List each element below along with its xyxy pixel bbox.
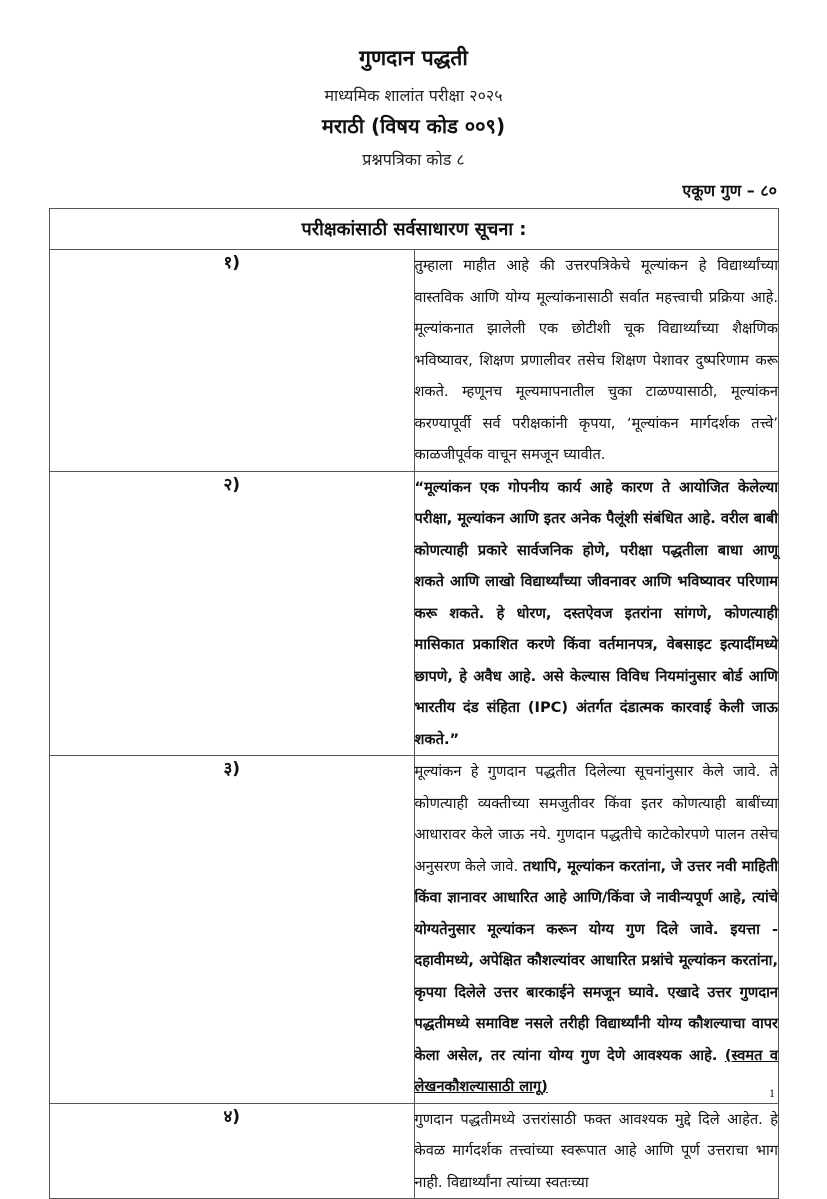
row-number: ३) xyxy=(50,756,415,1104)
subject-code: मराठी (विषय कोड ००९) xyxy=(321,114,506,138)
row-text: गुणदान पद्धतीमध्ये उत्तरांसाठी फक्त आवश्यक मुद्दे दिले आहेत. हे केवळ मार्गदर्शक तत्त्वांच्या स्वरूपात आहे आणि पूर्ण उत्तराचा भाग नाही. विद्यार्थ्यांना त्यांच्या स्वतःच्या xyxy=(414,1103,779,1199)
page-number: 1 xyxy=(769,1086,775,1100)
row-number: २) xyxy=(50,471,415,756)
table-row xyxy=(50,756,779,1104)
row-number: ४) xyxy=(50,1103,415,1199)
paper-code: प्रश्नपत्रिका कोड ८ xyxy=(362,150,465,169)
instructions-table xyxy=(49,208,779,1199)
table-heading: परीक्षकांसाठी सर्वसाधारण सूचना : xyxy=(50,209,779,250)
row-text: “मूल्यांकन एक गोपनीय कार्य आहे कारण ते आयोजित केलेल्या परीक्षा, मूल्यांकन आणि इतर अनेक पैलूंशी संबंधित आहे. वरील बाबी कोणत्याही प्रकारे सार्वजनिक होणे, परीक्षा पद्धतीला बाधा आणू शकते आणि लाखो विद्यार्थ्यांच्या जीवनावर आणि भविष्यावर परिणाम करू शकते. हे धोरण, दस्तऐवज इतरांना सांगणे, कोणत्याही मासिकात प्रकाशित करणे किंवा वर्तमानपत्र, वेबसाइट इत्यादींमध्ये छापणे, हे अवैध आहे. असे केल्यास विविध नियमांनुसार बोर्ड आणि भारतीय दंड संहिता (IPC) अंतर्गत दंडात्मक कारवाई केली जाऊ शकते.” xyxy=(414,471,779,756)
row-text: तुम्हाला माहीत आहे की उत्तरपत्रिकेचे मूल्यांकन हे विद्यार्थ्यांच्या वास्तविक आणि योग्य मूल्यांकनासाठी सर्वात महत्त्वाची प्रक्रिया आहे. मूल्यांकनात झालेली एक छोटीशी चूक विद्यार्थ्यांच्या शैक्षणिक भविष्यावर, शिक्षण प्रणालीवर तसेच शिक्षण पेशावर दुष्परिणाम करू शकते. म्हणूनच मूल्यमापनातील चुका टाळण्यासाठी, मूल्यांकन करण्यापूर्वी सर्व परीक्षकांनी कृपया, ‘मूल्यांकन मार्गदर्शक तत्त्वे’ काळजीपूर्वक वाचून समजून घ्यावीत. xyxy=(414,250,779,472)
document-title: गुणदान पद्धती xyxy=(359,46,468,70)
table-heading-row xyxy=(50,209,779,250)
table-row xyxy=(50,1103,779,1199)
table-row xyxy=(50,250,779,472)
total-marks: एकूण गुण – ८० xyxy=(682,181,777,200)
row-text-bold: तथापि, मूल्यांकन करतांना, जे उत्तर नवी माहिती किंवा ज्ञानावर आधारित आहे आणि/किंवा जे नावीन्यपूर्ण आहे, त्यांचे योग्यतेनुसार मूल्यांकन करून योग्य गुण दिले जावे. इयत्ता - दहावीमध्ये, अपेक्षित कौशल्यांवर आधारित प्रश्नांचे मूल्यांकन करतांना, कृपया दिलेले उत्तर बारकाईने समजून घ्यावे. एखादे उत्तर गुणदान पद्धतीमध्ये समाविष्ट नसले तरीही विद्यार्थ्यांनी योग्य कौशल्याचा वापर केला असेल, तर त्यांना योग्य गुण देणे आवश्यक आहे. xyxy=(414,857,778,1064)
row-text-underlined: (स्वमत व लेखनकौशल्यासाठी लागू) xyxy=(414,1046,779,1095)
exam-name: माध्यमिक शालांत परीक्षा २०२५ xyxy=(324,86,503,105)
row-text-normal: मूल्यांकन हे गुणदान पद्धतीत दिलेल्या सूचनांनुसार केले जावे. ते कोणत्याही व्यक्तीच्या समजुतीवर किंवा इतर कोणत्याही बाबींच्या आधारावर केले जाऊ नये. गुणदान पद्धतीचे काटेकोरपणे पालन तसेच अनुसरण केले जावे. xyxy=(414,763,778,875)
row-number: १) xyxy=(50,250,415,472)
table-row xyxy=(50,471,779,756)
row-text xyxy=(414,756,779,1104)
